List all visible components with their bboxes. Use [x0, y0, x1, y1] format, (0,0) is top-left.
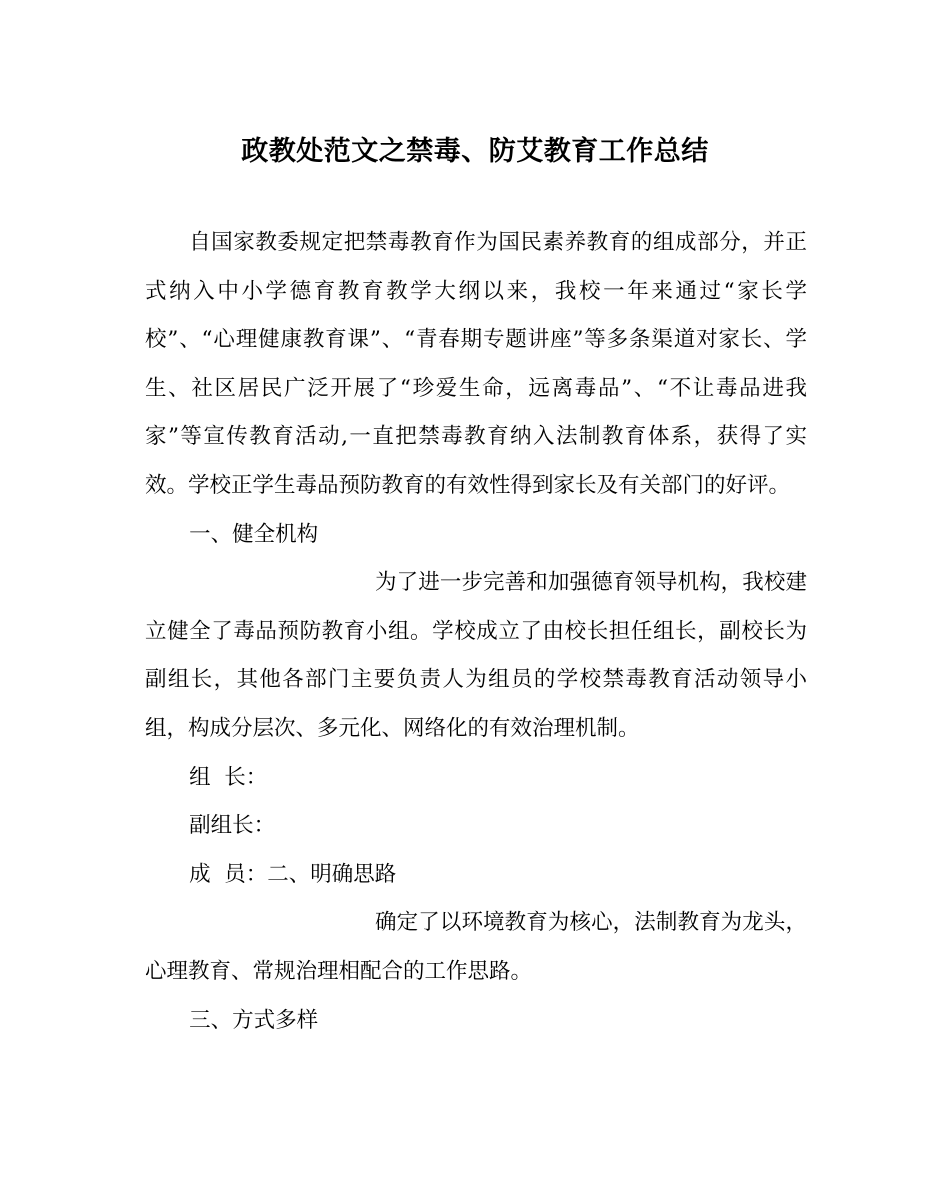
paragraph-approach: 确定了以环境教育为核心，法制教育为龙头，心理教育、常规治理相配合的工作思路。 — [145, 910, 807, 984]
role-members-and-heading-2: 成 员：二、明确思路 — [189, 861, 397, 887]
section-heading-3: 三、方式多样 — [189, 1007, 319, 1033]
section-heading-1: 一、健全机构 — [189, 521, 319, 547]
document-body — [145, 219, 807, 1045]
role-deputy-leader: 副组长： — [189, 813, 276, 839]
document-title: 政教处范文之禁毒、防艾教育工作总结 — [241, 136, 709, 167]
paragraph-organization: 为了进一步完善和加强德育领导机构，我校建立健全了毒品预防教育小组。学校成立了由校长担任组长，副校长为副组长，其他各部门主要负责人为组员的学校禁毒教育活动领导小组，构成分层次、多元化、网络化的有效治理机制。 — [145, 570, 807, 741]
paragraph-intro: 自国家教委规定把禁毒教育作为国民素养教育的组成部分，并正式纳入中小学德育教育教学大纲以来，我校一年来通过“家长学校”、“心理健康教育课”、“青春期专题讲座”等多条渠道对家长、学生、社区居民广泛开展了“珍爱生命，远离毒品”、“不让毒品进我家”等宣传教育活动,一直把禁毒教育纳入法制教育体系，获得了实效。学校正学生毒品预防教育的有效性得到家长及有关部门的好评。 — [145, 230, 807, 498]
role-leader: 组 长： — [189, 764, 268, 790]
